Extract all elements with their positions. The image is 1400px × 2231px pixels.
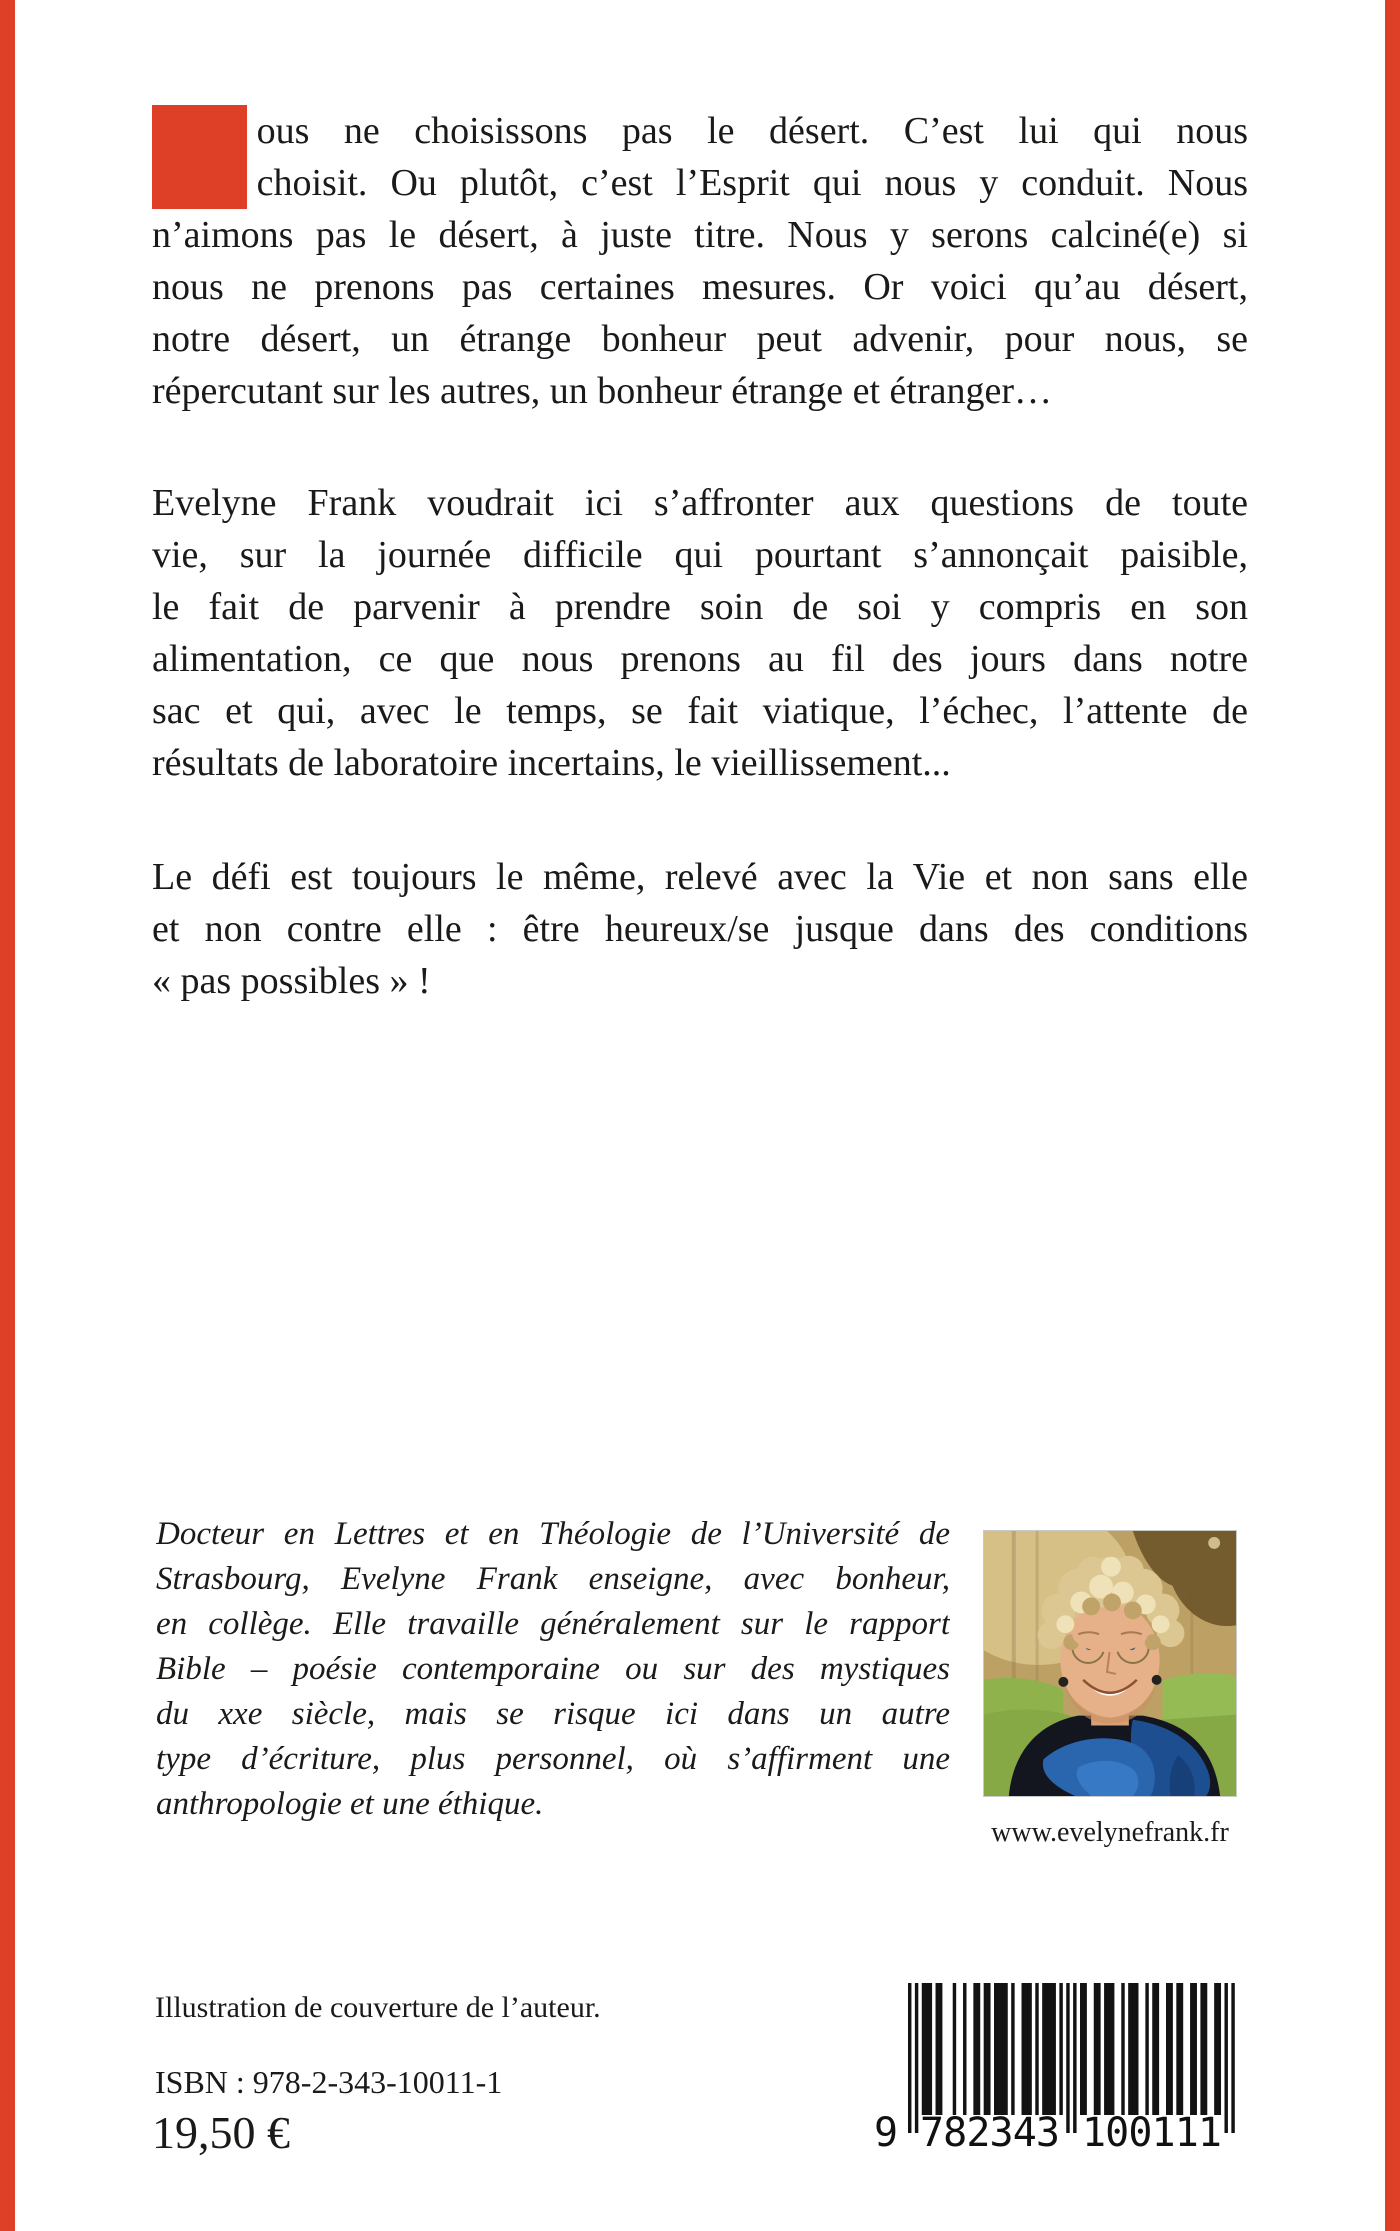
- ean13-barcode: [872, 1983, 1252, 2149]
- barcode-digits: 100111: [1082, 2110, 1222, 2149]
- text-line: Le défi est toujours le même, relevé avec la Vie et non sans elle: [152, 856, 1248, 898]
- text-line: notre désert, un étrange bonheur peut advenir, pour nous, se: [152, 318, 1248, 360]
- barcode-digits: 782343: [920, 2110, 1060, 2149]
- text-line: Strasbourg, Evelyne Frank enseigne, avec bonheur,: [156, 1561, 950, 1597]
- paragraph-lines: [152, 84, 1248, 417]
- bio-lines: [156, 1512, 950, 1827]
- text-line: vie, sur la journée difficile qui pourtant s’annonçait paisible,: [152, 534, 1248, 576]
- cover-illustration-credit: Illustration de couverture de l’auteur.: [155, 1991, 601, 2024]
- paragraph-lines: [152, 851, 1248, 1007]
- text-line: n’aimons pas le désert, à juste titre. Nous y serons calciné(e) si: [152, 214, 1248, 256]
- blurb-paragraph-questions: [152, 477, 1248, 789]
- text-line: Evelyne Frank voudrait ici s’affronter aux questions de toute: [152, 482, 1248, 524]
- red-bleed-strip-left: [0, 0, 15, 2231]
- text-line: le fait de parvenir à prendre soin de soi y compris en son: [152, 586, 1248, 628]
- blurb-paragraph-desert: [152, 84, 1248, 417]
- text-line: alimentation, ce que nous prenons au fil des jours dans notre: [152, 638, 1248, 680]
- isbn-text: ISBN : 978-2-343-10011-1: [155, 2064, 503, 2100]
- blurb-paragraph-defi: [152, 851, 1248, 1007]
- paragraph-lines: [152, 477, 1248, 789]
- barcode-graphic: [872, 1983, 1252, 2149]
- text-line: en collège. Elle travaille généralement sur le rapport: [156, 1606, 950, 1642]
- text-line: type d’écriture, plus personnel, où s’affirment une: [156, 1741, 950, 1777]
- text-line: Docteur en Lettres et en Théologie de l’Université de: [156, 1516, 950, 1552]
- barcode-digits: 9: [874, 2110, 899, 2149]
- text-line: ous ne choisissons pas le désert. C’est lui qui nous: [256, 110, 1248, 152]
- author-portrait-illustration: [984, 1531, 1236, 1796]
- text-line: sac et qui, avec le temps, se fait viatique, l’échec, l’attente de: [152, 690, 1248, 732]
- text-line: Bible – poésie contemporaine ou sur des mystiques: [156, 1651, 950, 1687]
- author-bio: [156, 1512, 950, 1827]
- text-line: résultats de laboratoire incertains, le vieillissement...: [152, 742, 951, 784]
- text-line: et non contre elle : être heureux/se jusque dans des conditions: [152, 908, 1248, 950]
- text-line: nous ne prenons pas certaines mesures. Or voici qu’au désert,: [152, 266, 1248, 308]
- text-line: « pas possibles » !: [152, 960, 431, 1002]
- text-line: du xxe siècle, mais se risque ici dans un autre: [156, 1696, 950, 1732]
- text-line: choisit. Ou plutôt, c’est l’Esprit qui nous y conduit. Nous: [256, 162, 1248, 204]
- red-bleed-strip-right: [1385, 0, 1400, 2231]
- author-website-url: www.evelynefrank.fr: [991, 1817, 1229, 1848]
- text-line: répercutant sur les autres, un bonheur étrange et étranger…: [152, 370, 1052, 412]
- text-line: anthropologie et une éthique.: [156, 1786, 544, 1822]
- dropcap-letter: N: [152, 84, 247, 229]
- author-photo: [983, 1530, 1237, 1797]
- price-text: 19,50 €: [152, 2107, 290, 2158]
